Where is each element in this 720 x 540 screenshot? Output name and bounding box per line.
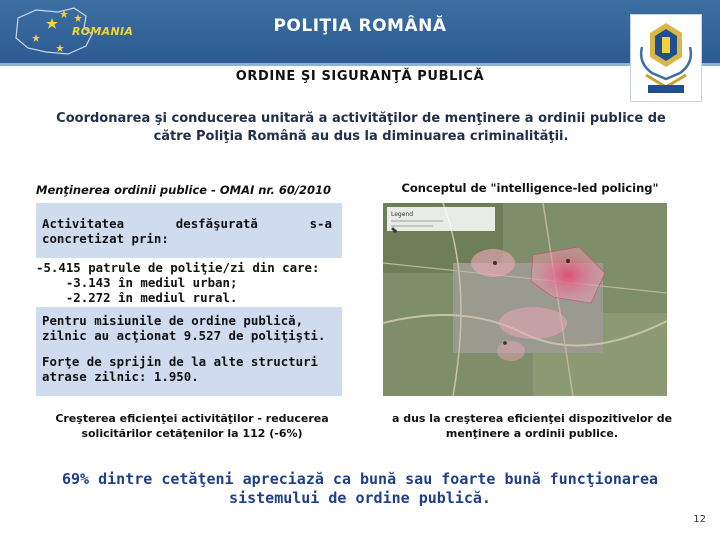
intro-paragraph: Coordonarea şi conducerea unitară a activităţilor de menţinere a ordinii publice de către Poliţia Română au dus la diminuarea criminalităţii. [56,111,666,144]
crime-hotspot-map [383,203,667,396]
map-legend-title: Legend [391,211,414,218]
support-forces-text: Forţe de sprijin de la alte structuri atrase zilnic: 1.950. [42,354,319,384]
police-crest-icon [634,17,698,99]
logo-text: ROMANIA [72,25,134,38]
activity-word-1: Activitatea [42,216,125,231]
header-bar [0,0,720,66]
right-caption: a dus la creşterea eficienţei dispozitivelor de menţinere a ordinii publice. [391,412,673,440]
left-caption: Creşterea eficienţei activităţilor - reducerea solicitărilor cetăţenilor la 112 (-6%) [55,412,329,440]
section-subtitle: ORDINE ŞI SIGURANŢĂ PUBLICĂ [235,69,485,84]
activity-word-2: desfăşurată [175,216,258,231]
list-item: -3.143 în mediul urban; [36,275,238,290]
header-stripe [0,63,720,66]
activity-word-3: s-a [309,216,332,231]
activity-heading [42,216,332,246]
list-item: -5.415 patrule de poliţie/zi din care: [36,260,320,275]
patrol-stats-list [36,258,346,307]
list-item: -2.272 în mediul rural. [36,290,238,305]
right-column-title: Conceptul de "intelligence-led policing" [401,181,659,195]
conclusion-text: 69% dintre cetăţeni apreciază ca bună sau foarte bună funcţionarea sistemului de ordine publică. [61,470,659,507]
page-number: 12 [693,514,706,525]
left-column-title: Menţinerea ordinii publice - OMAI nr. 60/2010 [36,183,332,197]
activity-line-2: concretizat prin: [42,231,169,246]
police-crest [630,14,702,102]
page-title: POLIŢIA ROMÂNĂ [273,16,447,36]
missions-text: Pentru misiunile de ordine publică, zilnic au acţionat 9.527 de poliţişti. [42,313,326,343]
